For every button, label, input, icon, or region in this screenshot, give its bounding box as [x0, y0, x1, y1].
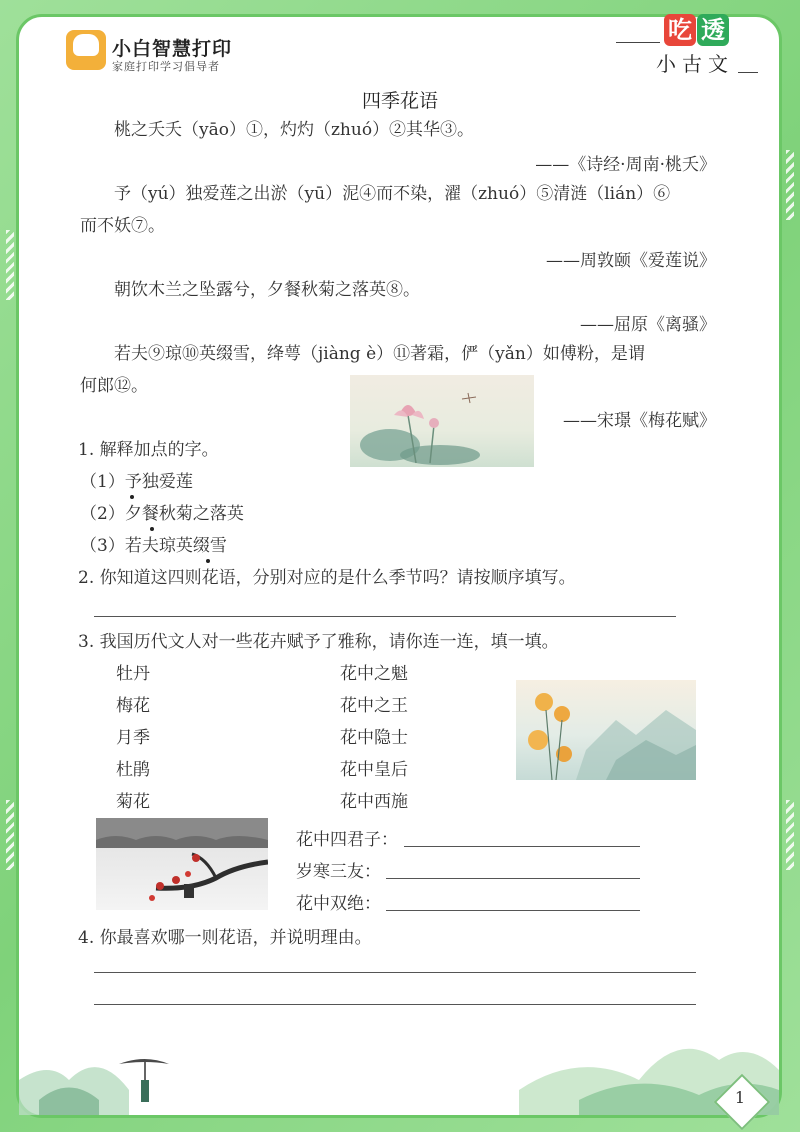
- question-3-prompt: 3. 我国历代文人对一些花卉赋予了雅称，请你连一连，填一填。: [78, 632, 559, 652]
- emphasis-dot: [206, 559, 210, 563]
- flower-title: 花中西施: [340, 792, 408, 812]
- passage-line: 若夫⑨琼⑩英缀雪，绛萼（jiàng è）⑪著霜，俨（yǎn）如傅粉，是谓: [114, 344, 645, 364]
- fill-label: 花中四君子：: [296, 830, 398, 850]
- logo-subtitle: 家庭打印学习倡导者: [112, 60, 220, 73]
- question-1-item: （1）予独爱莲: [80, 472, 193, 492]
- question-2-prompt: 2. 你知道这四则花语，分别对应的是什么季节吗？请按顺序填写。: [78, 568, 576, 588]
- flower-title: 花中皇后: [340, 760, 408, 780]
- emphasis-dot: [130, 495, 134, 499]
- passage-source: ——宋璟《梅花赋》: [563, 411, 716, 431]
- answer-line[interactable]: [404, 846, 640, 847]
- passage-source: ——《诗经·周南·桃夭》: [535, 155, 716, 175]
- page-number: 1: [734, 1088, 746, 1107]
- passage-line: 桃之夭夭（yāo）①，灼灼（zhuó）②其华③。: [114, 120, 475, 140]
- question-1-prompt: 1. 解释加点的字。: [78, 440, 219, 460]
- chrysanthemum-painting: [516, 680, 696, 780]
- answer-line[interactable]: [386, 878, 640, 879]
- page-title: 四季花语: [361, 90, 438, 112]
- brand-char-1: 吃: [664, 14, 696, 46]
- flower-name: 牡丹: [116, 664, 150, 684]
- passage-line: 予（yú）独爱莲之出淤（yū）泥④而不染，濯（zhuó）⑤清涟（lián）⑥: [114, 184, 671, 204]
- logo-mascot-icon: [73, 34, 99, 56]
- plum-blossom-painting: [96, 818, 268, 910]
- passage-source: ——屈原《离骚》: [580, 315, 716, 335]
- passage-source: ——周敦颐《爱莲说》: [546, 251, 716, 271]
- landscape-decoration: [19, 1020, 779, 1115]
- passage-line: 朝饮木兰之坠露兮，夕餐秋菊之落英⑧。: [114, 280, 420, 300]
- flower-name: 梅花: [116, 696, 150, 716]
- frame-decoration: [786, 150, 794, 220]
- question-4-prompt: 4. 你最喜欢哪一则花语，并说明理由。: [78, 928, 372, 948]
- question-1-item: （3）若夫琼英缀雪: [80, 536, 227, 556]
- fill-label: 岁寒三友：: [296, 862, 381, 882]
- emphasis-dot: [150, 527, 154, 531]
- brand-char-2: 透: [697, 14, 729, 46]
- fill-label: 花中双绝：: [296, 894, 381, 914]
- brand-decoration: [738, 72, 758, 73]
- passage-line: 而不妖⑦。: [80, 216, 165, 236]
- flower-name: 杜鹃: [116, 760, 150, 780]
- passage-line: 何郎⑫。: [80, 376, 148, 396]
- answer-line[interactable]: [94, 616, 676, 617]
- frame-decoration: [6, 230, 14, 300]
- answer-line[interactable]: [94, 1004, 696, 1005]
- brand-subtitle: 小古文: [656, 52, 734, 76]
- frame-decoration: [786, 800, 794, 870]
- answer-line[interactable]: [386, 910, 640, 911]
- flower-title: 花中之魁: [340, 664, 408, 684]
- flower-title: 花中隐士: [340, 728, 408, 748]
- brand-decoration: [616, 42, 660, 43]
- flower-title: 花中之王: [340, 696, 408, 716]
- answer-line[interactable]: [94, 972, 696, 973]
- flower-name: 菊花: [116, 792, 150, 812]
- logo-title: 小白智慧打印: [112, 38, 233, 60]
- frame-decoration: [6, 800, 14, 870]
- lotus-painting: [350, 375, 534, 467]
- question-1-item: （2）夕餐秋菊之落英: [80, 504, 244, 524]
- flower-name: 月季: [116, 728, 150, 748]
